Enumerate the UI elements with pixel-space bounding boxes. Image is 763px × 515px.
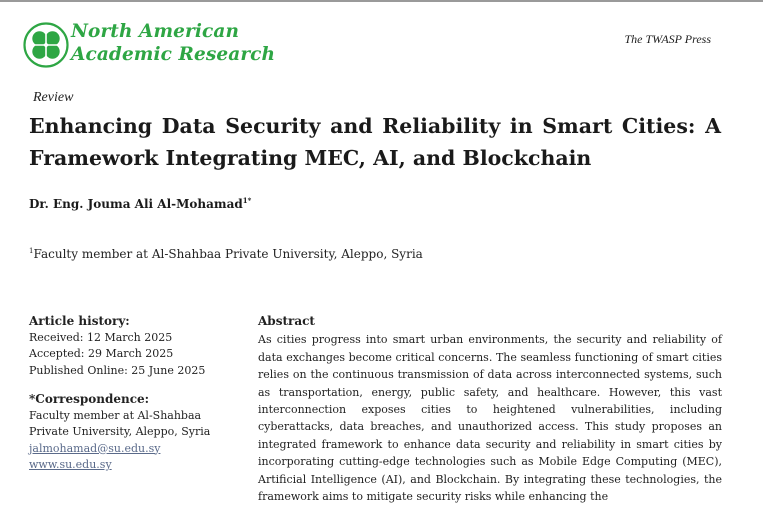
correspondence-line2: Private University, Aleppo, Syria bbox=[29, 425, 211, 438]
correspondence-heading: *Correspondence: bbox=[29, 392, 150, 406]
article-history bbox=[29, 313, 229, 379]
published-date: Published Online: 25 June 2025 bbox=[29, 363, 206, 377]
email-link[interactable]: jalmohamad@su.edu.sy bbox=[29, 441, 161, 455]
author bbox=[29, 196, 251, 211]
history-heading: Article history: bbox=[29, 314, 130, 328]
publisher-name: The TWASP Press bbox=[624, 32, 711, 46]
author-name: Dr. Eng. Jouma Ali Al-Mohamad bbox=[29, 197, 243, 211]
journal-name bbox=[71, 20, 275, 66]
affiliation-text: Faculty member at Al-Shahbaa Private University, Aleppo, Syria bbox=[33, 247, 423, 261]
abstract-section bbox=[258, 313, 722, 505]
affiliation-marker: 1 bbox=[29, 247, 34, 255]
correspondence bbox=[29, 391, 229, 474]
article-title: Enhancing Data Security and Reliability in Smart Cities: A Framework Integrating MEC, AI, and Blockchain bbox=[29, 114, 721, 170]
article-type: Review bbox=[33, 90, 74, 105]
website-link[interactable]: www.su.edu.sy bbox=[29, 458, 112, 471]
correspondence-line1: Faculty member at Al-Shahbaa bbox=[29, 408, 202, 422]
top-border bbox=[0, 0, 763, 2]
journal-logo bbox=[23, 20, 293, 70]
article-info-column bbox=[29, 313, 229, 474]
abstract-text: As cities progress into smart urban environments, the security and reliability of data exchanges become critical concerns. The seamless functioning of smart cities relies on the continuous transmission of data across interconnected systems, such as transportation, energy, public safety, and healthcare. However, this vast interconnection exposes cities to heightened vulnerabilities, including cyberattacks, data breaches, and unauthorized access. This study proposes an integrated framework to enhance data security and reliability in smart cities by incorporating cutting-edge technologies such as Mobile Edge Computing (MEC), Artificial Intelligence (AI), and Blockchain. By integrating these technologies, the framework aims to mitigate security risks while enhancing the bbox=[258, 333, 722, 504]
received-date: Received: 12 March 2025 bbox=[29, 330, 173, 344]
abstract-heading: Abstract bbox=[258, 314, 315, 328]
author-affiliation-marker: 1* bbox=[242, 196, 252, 205]
affiliation bbox=[29, 247, 423, 261]
journal-name-line2: Academic Research bbox=[71, 44, 276, 65]
four-leaf-clover-icon bbox=[23, 22, 69, 68]
journal-name-line1: North American bbox=[71, 21, 240, 42]
accepted-date: Accepted: 29 March 2025 bbox=[29, 347, 174, 360]
